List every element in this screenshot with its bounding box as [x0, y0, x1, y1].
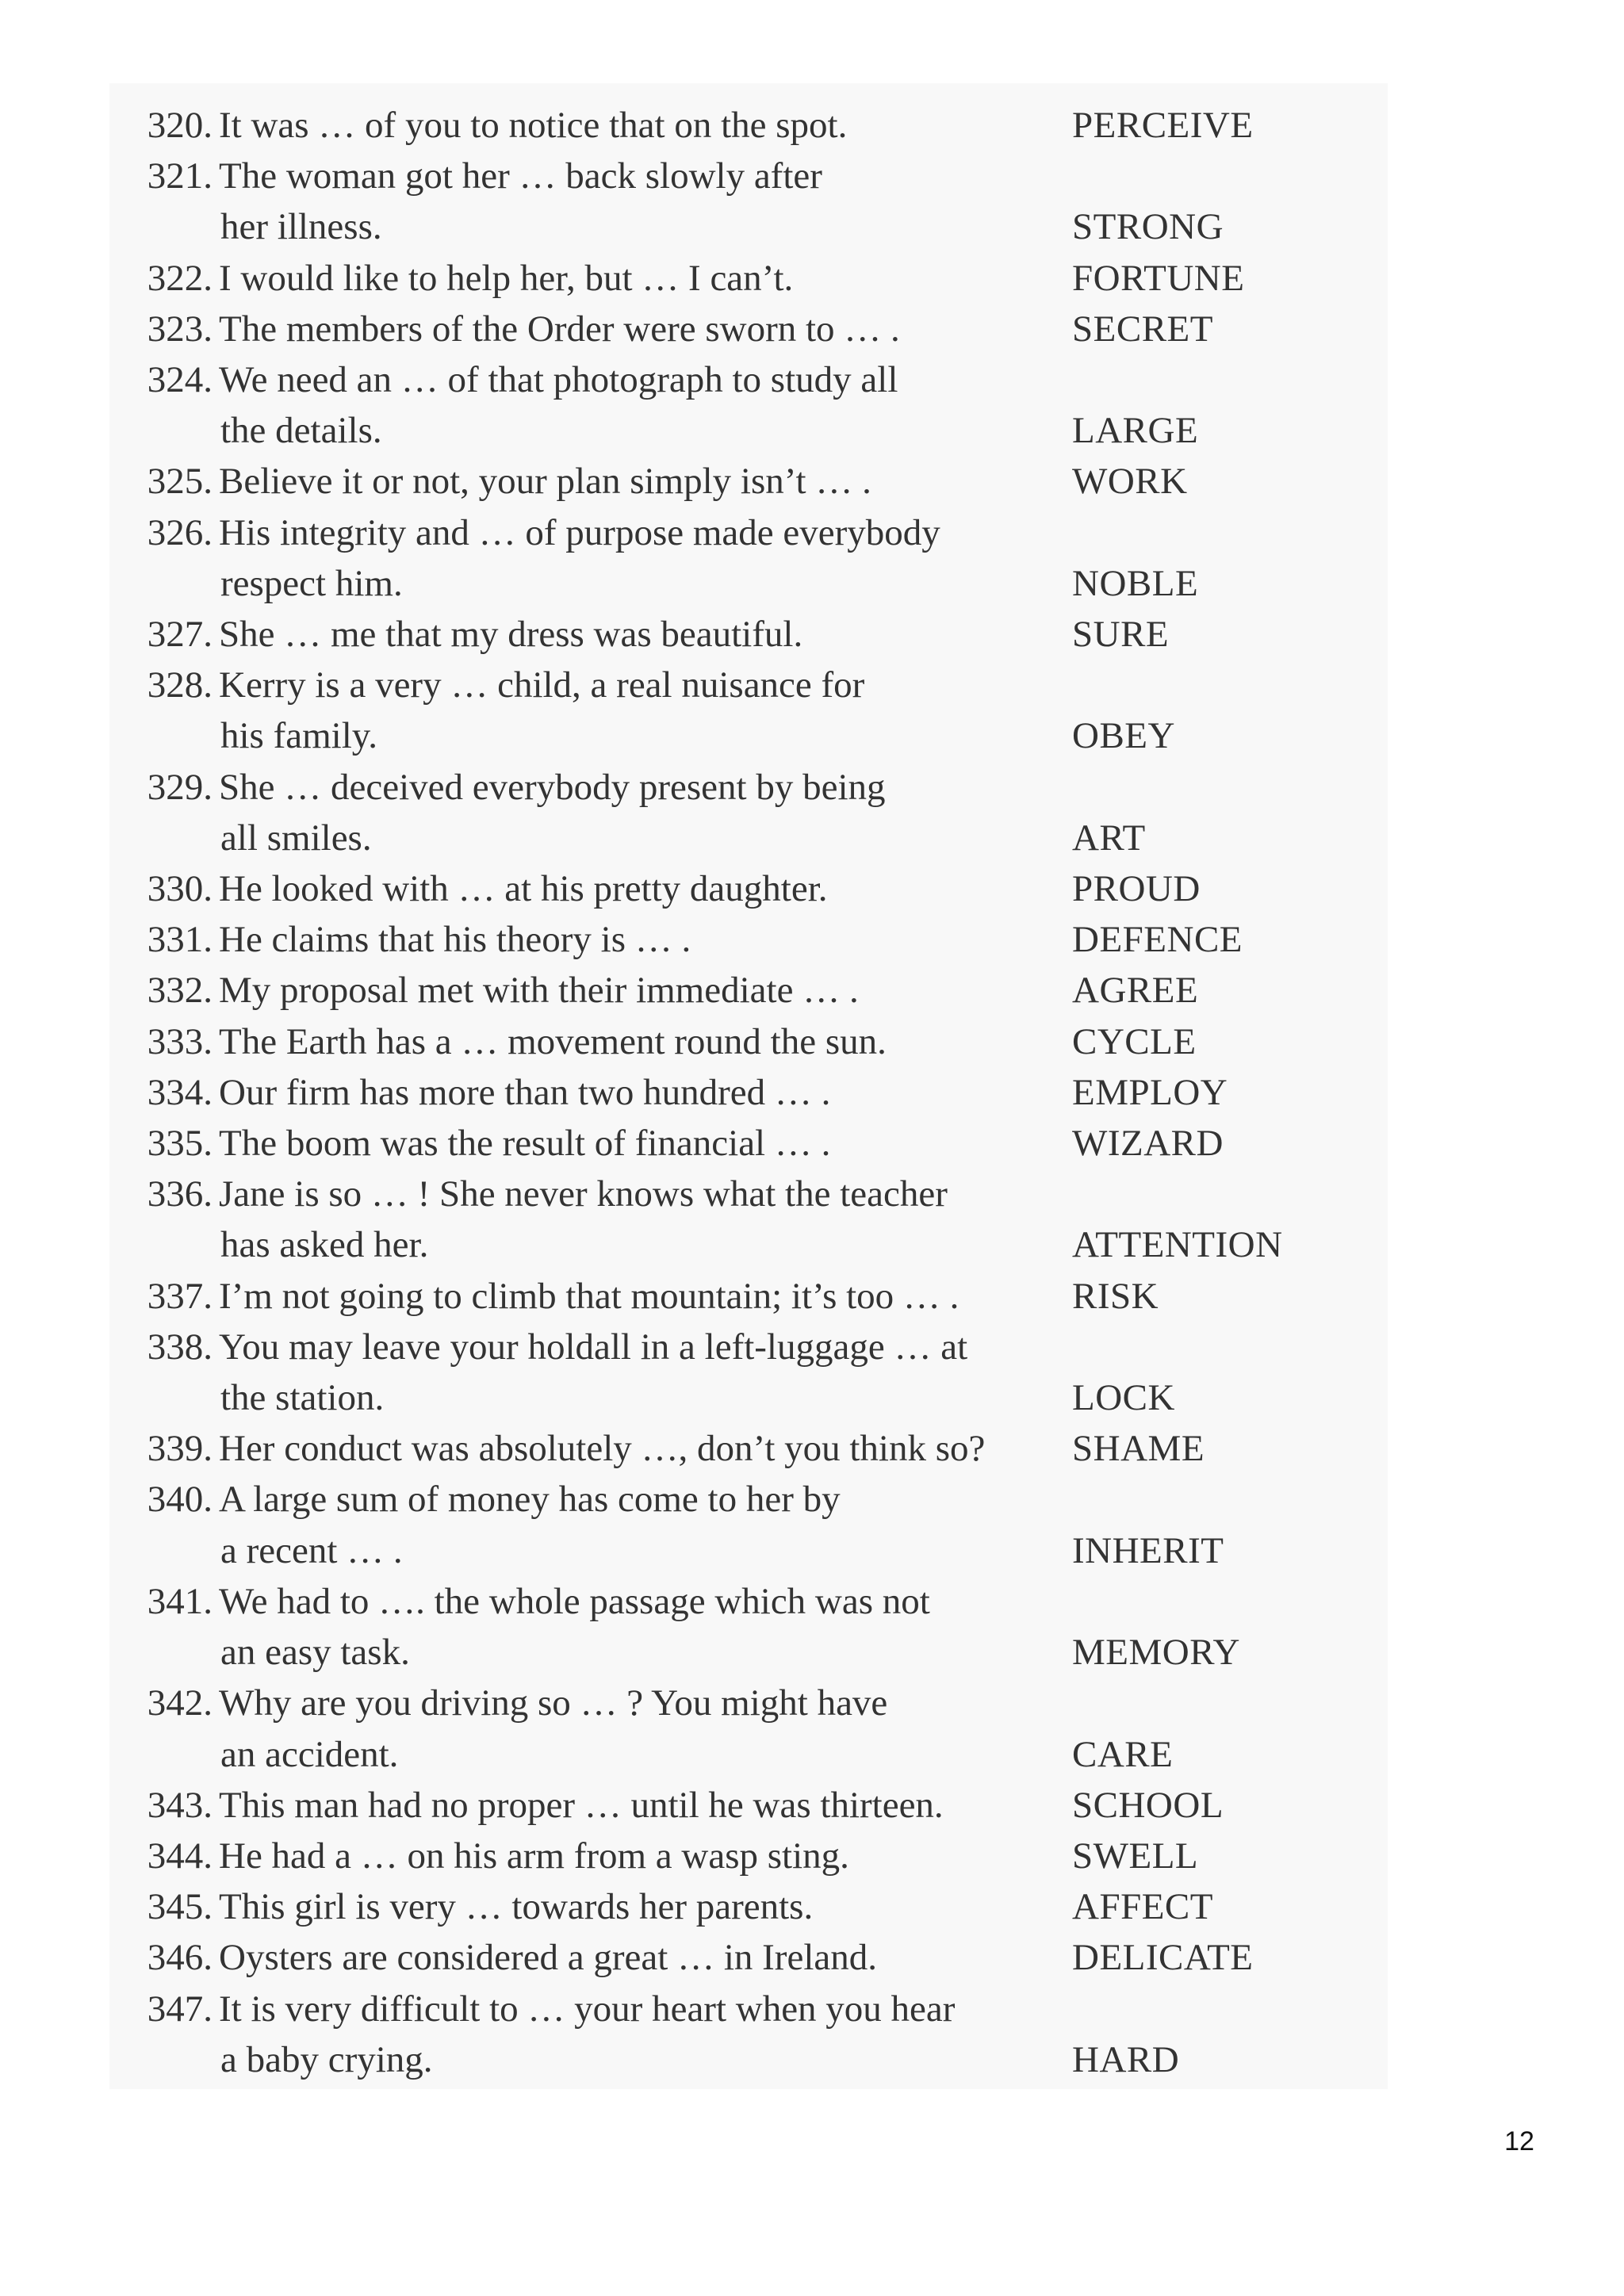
sentence-line: the station. [220, 1377, 385, 1419]
exercise-item [124, 151, 1377, 252]
base-word: DELICATE [1072, 1937, 1254, 1979]
item-number: 323. [147, 308, 213, 350]
item-number: 337. [147, 1275, 213, 1317]
item-number: 326. [147, 511, 213, 553]
exercise-list [124, 100, 1377, 2085]
exercise-item [124, 1678, 1377, 1779]
item-number: 347. [147, 1988, 213, 2030]
sentence-line: You may leave your holdall in a left-luggage … at [219, 1326, 968, 1368]
item-number: 327. [147, 614, 213, 656]
sentence-line: I’m not going to climb that mountain; it’s too … . [219, 1275, 959, 1317]
item-sentence [219, 354, 1072, 456]
base-word: INHERIT [1072, 1529, 1224, 1571]
base-word: WIZARD [1072, 1123, 1224, 1165]
item-number: 344. [147, 1835, 213, 1877]
item-sentence [219, 507, 1072, 609]
item-sentence [219, 1271, 1072, 1322]
sentence-line: The members of the Order were sworn to … . [219, 308, 900, 350]
sentence-line: Why are you driving so … ? You might have [219, 1682, 888, 1724]
item-number: 333. [147, 1020, 213, 1062]
exercise-item [124, 1474, 1377, 1575]
item-sentence [219, 1932, 1072, 1983]
page-number: 12 [1504, 2126, 1534, 2156]
item-sentence [219, 965, 1072, 1016]
item-number: 331. [147, 919, 213, 961]
base-word: AFFECT [1072, 1886, 1213, 1928]
base-word: NOBLE [1072, 562, 1199, 604]
exercise-item [124, 1576, 1377, 1678]
sentence-line: Oysters are considered a great … in Ireland. [219, 1937, 877, 1979]
sentence-line: This girl is very … towards her parents. [219, 1886, 814, 1928]
exercise-item [124, 304, 1377, 354]
item-number: 334. [147, 1071, 213, 1113]
exercise-item [124, 914, 1377, 965]
item-number: 338. [147, 1326, 213, 1368]
exercise-item [124, 1067, 1377, 1118]
exercise-item [124, 609, 1377, 660]
base-word: SCHOOL [1072, 1784, 1224, 1826]
sentence-line: Believe it or not, your plan simply isn’t … . [219, 461, 871, 503]
base-word: WORK [1072, 461, 1188, 503]
base-word: ART [1072, 817, 1146, 859]
exercise-item [124, 1118, 1377, 1169]
item-sentence [219, 863, 1072, 914]
item-sentence [219, 1576, 1072, 1678]
sentence-line: The Earth has a … movement round the sun. [219, 1020, 887, 1062]
item-sentence [219, 1118, 1072, 1169]
base-word: AGREE [1072, 970, 1199, 1012]
item-number: 322. [147, 257, 213, 299]
exercise-item [124, 1423, 1377, 1474]
item-number: 339. [147, 1428, 213, 1470]
item-sentence [219, 1067, 1072, 1118]
exercise-item [124, 1881, 1377, 1932]
sentence-line: We need an … of that photograph to study all [219, 359, 898, 401]
item-sentence [219, 1169, 1072, 1270]
base-word: SECRET [1072, 308, 1213, 350]
item-number: 320. [147, 105, 213, 146]
item-sentence [219, 304, 1072, 354]
sentence-line: Kerry is a very … child, a real nuisance for [219, 664, 865, 706]
sentence-line: His integrity and … of purpose made everybody [219, 511, 940, 553]
base-word: OBEY [1072, 715, 1175, 757]
sentence-line: his family. [220, 715, 377, 757]
item-number: 346. [147, 1937, 213, 1979]
exercise-item [124, 507, 1377, 609]
item-number: 329. [147, 766, 213, 808]
sentence-line: Our firm has more than two hundred … . [219, 1071, 831, 1113]
sentence-line: Her conduct was absolutely …, don’t you think so? [219, 1428, 986, 1470]
item-sentence [219, 1984, 1072, 2085]
sentence-line: all smiles. [220, 817, 372, 859]
sentence-line: We had to …. the whole passage which was not [219, 1580, 930, 1622]
sentence-line: an easy task. [220, 1632, 410, 1674]
base-word: PROUD [1072, 868, 1201, 910]
item-number: 325. [147, 461, 213, 503]
base-word: LOCK [1072, 1377, 1175, 1419]
item-sentence [219, 914, 1072, 965]
sentence-line: the details. [220, 410, 382, 452]
sentence-line: respect him. [220, 562, 403, 604]
item-number: 341. [147, 1580, 213, 1622]
item-sentence [219, 1678, 1072, 1779]
item-sentence [219, 1474, 1072, 1575]
base-word: STRONG [1072, 206, 1224, 248]
base-word: CYCLE [1072, 1020, 1197, 1062]
base-word: SWELL [1072, 1835, 1199, 1877]
base-word: HARD [1072, 2038, 1180, 2080]
item-sentence [219, 1831, 1072, 1881]
item-sentence [219, 100, 1072, 151]
item-sentence [219, 1322, 1072, 1423]
base-word: PERCEIVE [1072, 105, 1254, 146]
exercise-item [124, 1831, 1377, 1881]
item-sentence [219, 1016, 1072, 1067]
sentence-line: The boom was the result of financial … . [219, 1123, 831, 1165]
base-word: RISK [1072, 1275, 1159, 1317]
exercise-item [124, 863, 1377, 914]
item-sentence [219, 151, 1072, 252]
item-sentence [219, 1423, 1072, 1474]
item-number: 340. [147, 1479, 213, 1521]
item-number: 343. [147, 1784, 213, 1826]
exercise-item [124, 456, 1377, 507]
base-word: LARGE [1072, 410, 1199, 452]
exercise-item [124, 253, 1377, 304]
item-number: 345. [147, 1886, 213, 1928]
item-sentence [219, 1780, 1072, 1831]
item-number: 321. [147, 155, 213, 197]
sentence-line: Jane is so … ! She never knows what the teacher [219, 1173, 948, 1215]
sentence-line: The woman got her … back slowly after [219, 155, 822, 197]
base-word: CARE [1072, 1733, 1174, 1775]
exercise-item [124, 1780, 1377, 1831]
item-number: 324. [147, 359, 213, 401]
exercise-item [124, 1271, 1377, 1322]
exercise-item [124, 1984, 1377, 2085]
sentence-line: her illness. [220, 206, 382, 248]
sentence-line: a recent … . [220, 1529, 403, 1571]
sentence-line: My proposal met with their immediate … . [219, 970, 859, 1012]
sentence-line: He looked with … at his pretty daughter. [219, 868, 828, 910]
item-number: 332. [147, 970, 213, 1012]
base-word: DEFENCE [1072, 919, 1243, 961]
sentence-line: has asked her. [220, 1224, 429, 1266]
sentence-line: I would like to help her, but … I can’t. [219, 257, 794, 299]
sentence-line: A large sum of money has come to her by [219, 1479, 841, 1521]
sentence-line: It was … of you to notice that on the spot. [219, 105, 848, 146]
item-sentence [219, 762, 1072, 863]
base-word: ATTENTION [1072, 1224, 1283, 1266]
exercise-item [124, 100, 1377, 151]
exercise-item [124, 965, 1377, 1016]
exercise-item [124, 1322, 1377, 1423]
sentence-line: She … me that my dress was beautiful. [219, 614, 803, 656]
item-number: 335. [147, 1123, 213, 1165]
base-word: SURE [1072, 614, 1170, 656]
item-number: 342. [147, 1682, 213, 1724]
exercise-item [124, 1169, 1377, 1270]
item-number: 328. [147, 664, 213, 706]
base-word: FORTUNE [1072, 257, 1245, 299]
base-word: EMPLOY [1072, 1071, 1228, 1113]
item-sentence [219, 1881, 1072, 1932]
exercise-item [124, 1016, 1377, 1067]
item-number: 330. [147, 868, 213, 910]
sentence-line: He had a … on his arm from a wasp sting. [219, 1835, 849, 1877]
exercise-item [124, 660, 1377, 761]
base-word: MEMORY [1072, 1632, 1240, 1674]
sentence-line: She … deceived everybody present by being [219, 766, 886, 808]
sentence-line: This man had no proper … until he was thirteen. [219, 1784, 944, 1826]
exercise-item [124, 1932, 1377, 1983]
item-sentence [219, 253, 1072, 304]
sentence-line: It is very difficult to … your heart when you hear [219, 1988, 956, 2030]
item-sentence [219, 609, 1072, 660]
sentence-line: He claims that his theory is … . [219, 919, 691, 961]
item-number: 336. [147, 1173, 213, 1215]
sentence-line: a baby crying. [220, 2038, 433, 2080]
item-sentence [219, 660, 1072, 761]
exercise-item [124, 762, 1377, 863]
sentence-line: an accident. [220, 1733, 399, 1775]
item-sentence [219, 456, 1072, 507]
base-word: SHAME [1072, 1428, 1205, 1470]
exercise-item [124, 354, 1377, 456]
